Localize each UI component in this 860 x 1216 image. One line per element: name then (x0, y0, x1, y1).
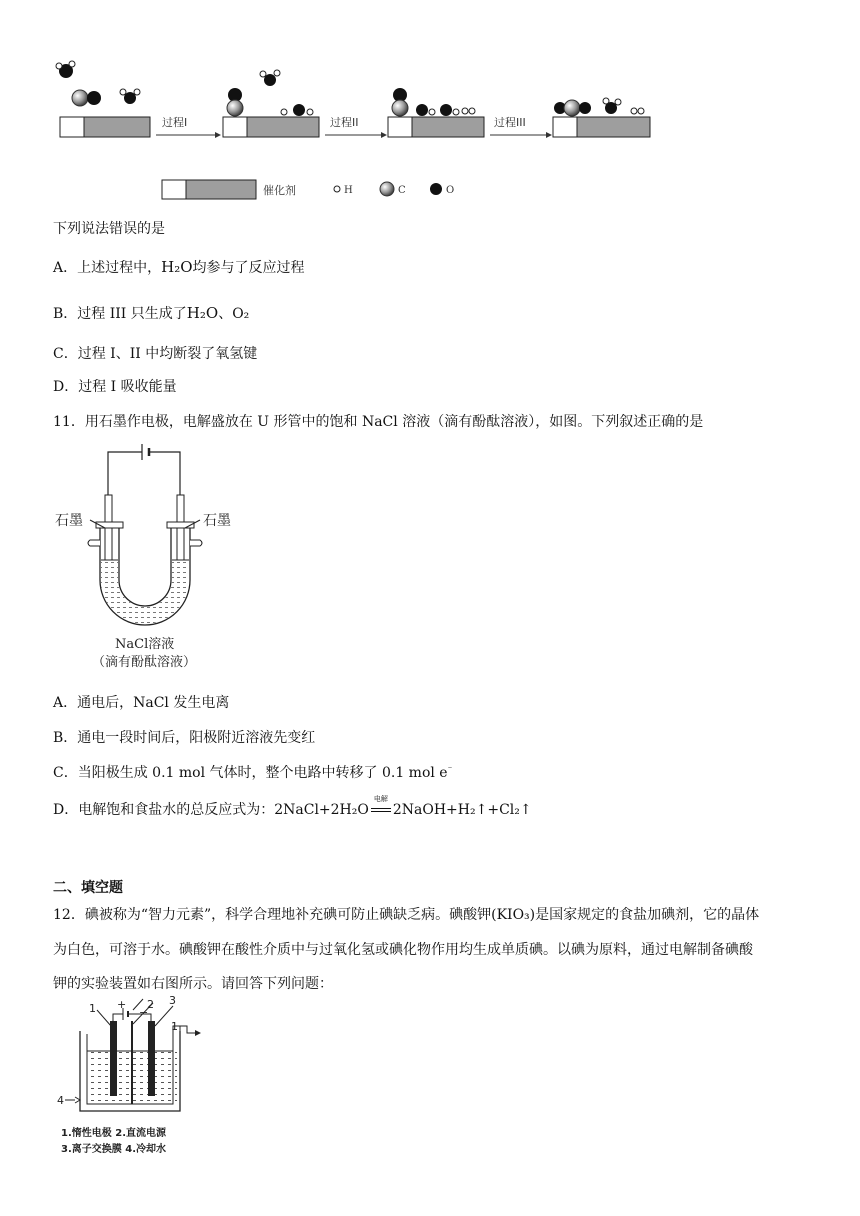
q12-line-2: 为白色，可溶于水。碘酸钾在酸性介质中与过氧化氢或碘化物作用均生成单质碘。以碘为原料，通过电解制备碘酸 (53, 942, 753, 958)
q11-option-c[interactable]: C．当阳极生成 0.1 mol 气体时，整个电路中转移了 0.1 mol e⁻ (53, 764, 453, 781)
inert-electrode-left (110, 1021, 117, 1096)
power-circuit (108, 444, 180, 505)
step-label-1: 过程I (162, 116, 188, 129)
label-4: 4 (57, 1094, 64, 1107)
catalyst-bar-4 (553, 117, 650, 137)
q11-option-b[interactable]: B．通电一段时间后，阳极附近溶液先变红 (53, 730, 316, 746)
q10-option-c[interactable]: C．过程 I、II 中均断裂了氧氢键 (53, 346, 258, 362)
label-1-right: 1 (171, 1020, 178, 1033)
right-electrode-label: 石墨 (203, 513, 231, 529)
q10-stem: 下列说法错误的是 (53, 221, 165, 237)
water-molecule (56, 61, 75, 78)
water-molecule (260, 70, 280, 86)
q10-option-a[interactable]: A．上述过程中，H₂O均参与了反应过程 (53, 258, 305, 276)
section-title: 二、填空题 (53, 880, 123, 896)
formula-o2: O₂ (232, 306, 250, 322)
figure-caption-1: NaCl溶液 (115, 637, 175, 652)
formula-h2o: H₂O (161, 258, 193, 276)
figure-caption-2: （滴有酚酞溶液） (92, 655, 197, 670)
step-label-2: 过程II (330, 116, 359, 129)
adsorbed-h-oh (281, 104, 313, 116)
arrow-step-2 (325, 132, 387, 138)
water-molecule (120, 89, 140, 104)
figure-legend (162, 180, 454, 199)
legend-h: H (344, 185, 353, 196)
q12-line-1: 12．碘被称为“智力元素”，科学合理地补充碘可防止碘缺乏病。碘酸钾(KIO₃)是国家规定的食盐加碘剂，它的晶体 (53, 907, 760, 923)
q12-line-3: 钾的实验装置如右图所示。请回答下列问题： (53, 976, 333, 992)
q11-option-d[interactable]: D．电解饱和食盐水的总反应式为：2NaCl+2H₂O 电解 2NaOH+H₂↑+Cl₂↑ (53, 795, 532, 818)
fig-legend-2: 3.离子交换膜 4.冷却水 (61, 1144, 166, 1155)
product-water (603, 98, 644, 114)
q11-option-a[interactable]: A．通电后，NaCl 发生电离 (53, 695, 230, 711)
q10-option-b[interactable]: B．过程 III 只生成了H₂O、O₂ (53, 304, 250, 322)
label-2: 2 (147, 998, 154, 1011)
u-tube-electrolysis-figure (50, 440, 250, 675)
electrolysis-condition: 电解 (369, 802, 393, 818)
product-co2 (554, 100, 591, 116)
label-1-left: 1 (89, 1002, 96, 1015)
formula-h2o: H₂O (186, 304, 219, 322)
adsorbed-co (227, 88, 243, 116)
adsorbed-co-cluster (392, 88, 475, 116)
catalyst-process-figure (50, 55, 670, 210)
electrolysis-cell-figure (55, 996, 215, 1161)
q10-option-d[interactable]: D．过程 I 吸收能量 (53, 379, 177, 395)
catalyst-bar-3 (388, 117, 484, 137)
legend-o: O (446, 185, 455, 196)
label-3: 3 (169, 996, 176, 1007)
catalyst-bar-2 (223, 117, 319, 137)
inert-electrode-right (148, 1021, 155, 1096)
legend-c: C (398, 185, 406, 196)
q11-stem: 11．用石墨作电极，电解盛放在 U 形管中的饱和 NaCl 溶液（滴有酚酞溶液），如图。下列叙述正确的是 (53, 414, 704, 430)
left-electrode-label: 石墨 (55, 513, 83, 529)
legend-catalyst: 催化剂 (263, 184, 296, 197)
arrow-step-1 (156, 132, 221, 138)
fig-legend-1: 1.惰性电极 2.直流电源 (61, 1128, 166, 1139)
arrow-step-3 (490, 132, 552, 138)
co-molecule (72, 90, 101, 106)
step-label-3: 过程III (494, 116, 526, 129)
label-plus: + (117, 998, 127, 1011)
catalyst-bar-1 (60, 117, 150, 137)
label-minus: − (139, 1006, 149, 1019)
ion-exchange-membrane (131, 1021, 133, 1104)
